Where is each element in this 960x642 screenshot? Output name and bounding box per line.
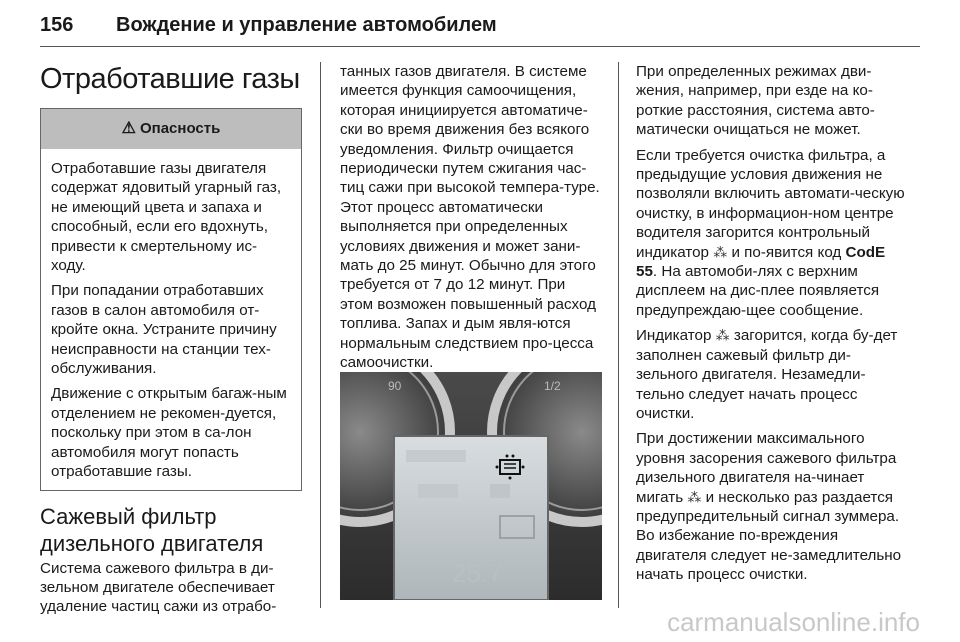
column-divider xyxy=(618,62,619,608)
column-3 xyxy=(636,62,906,591)
instrument-cluster-image xyxy=(340,372,602,600)
dpf-indicator-icon: ⁂ xyxy=(713,243,728,260)
text-span: Индикатор xyxy=(636,327,712,345)
text-span: загорится, когда бу-дет заполнен сажевый фильтр ди-зельного двигателя. Незамедли-тельно следует начать процесс очистки. xyxy=(636,327,898,422)
col2-text: танных газов двигателя. В системе имеется функция самоочищения, которая инициируется автоматиче-ски во время движения без всякого уведомления. Фильтр очищается периодически путем сжигания час-тиц сажи при высокой темпера-туре. Этот процесс автоматически выполняется при определенных условиях движения и может зани-мать до 25 минут. Обычно для этого требуется от 7 до 12 минут. При этом возможен повышенный расход топлива. Запах и дым явля-ются нормальным следствием про-цесса самоочистки. xyxy=(340,63,600,372)
text-span: Если требуется очистка фильтра, а предыдущие условия движения не позволяли включить автомати-ческую очистку, в информацион-ном центре водителя загорится контрольный индикатор xyxy=(636,146,905,261)
dpf-indicator-icon: ⁂ xyxy=(687,488,702,505)
warning-paragraph: Отработавшие газы двигателя содержат ядовитый угарный газ, не имеющий цвета и запаха и способный, если его вдохнуть, привести к смертельному ис-ходу. xyxy=(51,160,282,275)
warning-box xyxy=(40,108,302,491)
warning-label: Опасность xyxy=(139,120,221,138)
text-span: и несколько раз раздается предупредительный сигнал зуммера. Во избежание по-вреждения двигателя следует не-замедлительно начать процесс очистки. xyxy=(636,488,902,584)
error-code: CodE 55 xyxy=(636,243,886,281)
header-rule xyxy=(40,46,920,47)
warning-paragraph: Движение с открытым багаж-ным отделением не рекомен-дуется, поскольку при этом в са-лон автомобиля могут попасть отработавшие газы. xyxy=(51,385,287,481)
column-1 xyxy=(40,62,302,623)
instrument-cluster-illustration xyxy=(340,372,602,600)
text-span: При достижении максимального уровня засорения сажевого фильтра дизельного двигателя на-чинает мигать xyxy=(636,430,897,506)
gauge-tick-left: 90 xyxy=(388,379,402,393)
page-header xyxy=(0,0,960,46)
page-number: 156 xyxy=(40,14,74,36)
col3-paragraph-4 xyxy=(636,429,906,584)
subsection-title: Сажевый фильтр дизельного двигателя xyxy=(40,503,264,556)
running-title: Вождение и управление автомобилем xyxy=(116,14,497,36)
gauge-tick-right: 1/2 xyxy=(544,379,561,393)
col3-paragraph-1: При определенных режимах дви-жения, например, при езде на ко-роткие расстояния, система авто-матически очищаться не может. xyxy=(636,63,875,139)
col3-paragraph-2 xyxy=(636,146,906,321)
warning-triangle-icon: ⚠ xyxy=(121,120,136,138)
text-span: . На автомоби-лях с верхним дисплеем на дис-плее появляется предупреждаю-щее сообщение. xyxy=(636,263,880,319)
dpf-indicator-icon: ⁂ xyxy=(715,327,730,344)
warning-header xyxy=(41,109,301,149)
column-2 xyxy=(340,62,602,379)
watermark: carmanualsonline.info xyxy=(667,607,920,637)
warning-body xyxy=(41,149,301,490)
col3-paragraph-3 xyxy=(636,326,906,423)
lcd-readout: 25.7 xyxy=(452,558,503,588)
subsection-intro: Система сажевого фильтра в ди-зельном двигателе обеспечивает удаление частиц сажи из отрабо- xyxy=(40,559,277,616)
text-span: и по-явится код xyxy=(731,243,842,261)
column-divider xyxy=(320,62,321,608)
section-title: Отработавшие газы xyxy=(40,63,300,95)
warning-paragraph: При попадании отработавших газов в салон автомобиля от-кройте окна. Устраните причину неисправности на станции тех-обслуживания. xyxy=(51,282,277,378)
